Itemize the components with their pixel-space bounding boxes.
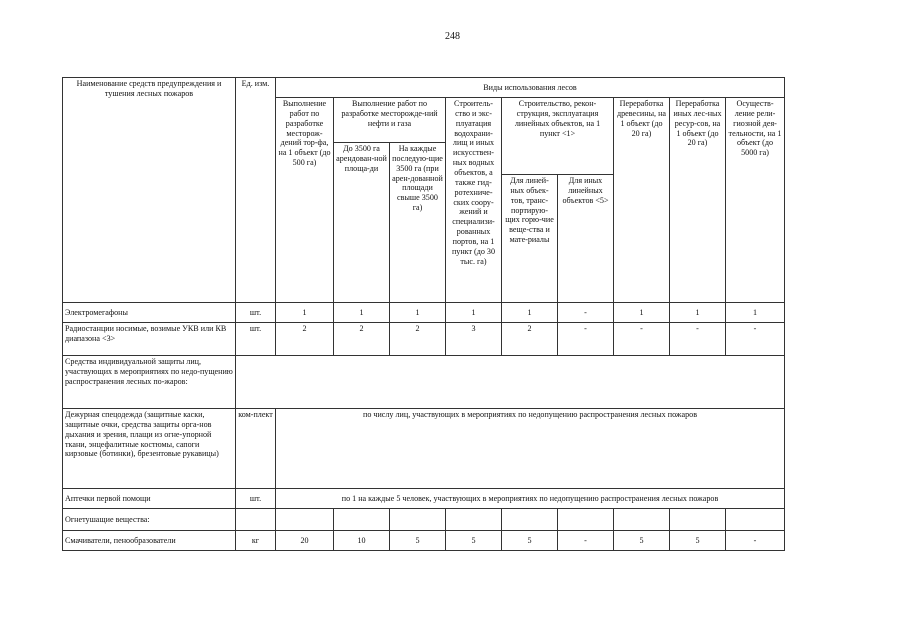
- section-extinguish: Огнетушащие вещества:: [63, 509, 236, 531]
- row-unit: шт.: [236, 489, 276, 509]
- row-value: 1: [726, 303, 785, 323]
- row-value: 1: [390, 303, 446, 323]
- row-value: -: [726, 323, 785, 356]
- row-value: 1: [446, 303, 502, 323]
- row-name: Радиостанции носимые, возимые УКВ или КВ диапазона <3>: [63, 323, 236, 356]
- row-unit: шт.: [236, 303, 276, 323]
- row-unit: шт.: [236, 323, 276, 356]
- row-value: 1: [614, 303, 670, 323]
- table-row: [63, 409, 785, 489]
- row-value: 2: [390, 323, 446, 356]
- row-value: 10: [334, 531, 390, 551]
- section-row: [63, 509, 785, 531]
- row-value: -: [558, 531, 614, 551]
- row-name: Электромегафоны: [63, 303, 236, 323]
- row-value: -: [670, 323, 726, 356]
- row-unit: кг: [236, 531, 276, 551]
- row-value: -: [614, 323, 670, 356]
- header-linear-transport: Для линей-ных объек-тов, транс-портирую-щих горю-чие веще-ства и мате-риалы: [502, 175, 558, 303]
- header-linear-other: Для иных линейных объектов <5>: [558, 175, 614, 303]
- row-value: 1: [334, 303, 390, 323]
- row-value: 3: [446, 323, 502, 356]
- row-value: 20: [276, 531, 334, 551]
- header-unit: Ед. изм.: [236, 78, 276, 303]
- header-other-resources: Переработка иных лес-ных ресур-сов, на 1 объект (до 20 га): [670, 98, 726, 303]
- row-value: 2: [276, 323, 334, 356]
- row-value: 5: [614, 531, 670, 551]
- header-forest-use: Виды использования лесов: [276, 78, 785, 98]
- row-value: -: [558, 323, 614, 356]
- table-row: [63, 323, 785, 356]
- row-value: 1: [276, 303, 334, 323]
- row-merged-value: по числу лиц, участвующих в мероприятиях по недопущению распространения лесных пожаров: [276, 409, 785, 489]
- header-name: Наименование средств предупреждения и тушения лесных пожаров: [63, 78, 236, 303]
- row-value: 2: [334, 323, 390, 356]
- row-value: 1: [502, 303, 558, 323]
- header-water: Строитель-ство и экс-плуатация водохрани-лищ и иных искусствен-ных водных объектов, а также гид-ротехниче-ских соору-жений и специализи-рованных портов, на 1 пункт (до 30 тыс. га): [446, 98, 502, 303]
- row-value: 5: [390, 531, 446, 551]
- row-merged-value: по 1 на каждые 5 человек, участвующих в мероприятиях по недопущению распространения лесных пожаров: [276, 489, 785, 509]
- row-value: -: [726, 531, 785, 551]
- table-row: [63, 531, 785, 551]
- header-linear: Строительство, рекон-струкция, эксплуатация линейных объектов, на 1 пункт <1>: [502, 98, 614, 175]
- row-value: 5: [502, 531, 558, 551]
- page-number: 248: [445, 31, 460, 42]
- header-oil-gas-upto: До 3500 га арендован-ной площа-ди: [334, 143, 390, 303]
- header-religious: Осуществ-ление рели-гиозной дея-тельности, на 1 объект (до 5000 га): [726, 98, 785, 303]
- table-row: [63, 489, 785, 509]
- section-ppe: Средства индивидуальной защиты лиц, участвующих в мероприятиях по недо-пущению распространения лесных по-жаров:: [63, 356, 236, 409]
- empty-cell: [236, 356, 785, 409]
- row-name: Смачиватели, пенообразователи: [63, 531, 236, 551]
- header-wood: Переработка древесины, на 1 объект (до 20 га): [614, 98, 670, 303]
- section-row: [63, 356, 785, 409]
- row-name: Аптечки первой помощи: [63, 489, 236, 509]
- header-oil-gas-each: На каждые последую-щие 3500 га (при арен-дованной площади свыше 3500 га): [390, 143, 446, 303]
- forest-fire-equipment-table: [62, 77, 785, 551]
- row-value: -: [558, 303, 614, 323]
- table-row: [63, 303, 785, 323]
- header-oil-gas: Выполнение работ по разработке месторожде-ний нефти и газа: [334, 98, 446, 143]
- header-peat: Выполнение работ по разработке месторож-дений тор-фа, на 1 объект (до 500 га): [276, 98, 334, 303]
- row-value: 5: [446, 531, 502, 551]
- row-name: Дежурная спецодежда (защитные каски, защитные очки, средства защиты орга-нов дыхания и зрения, плащи из огне-упорной ткани, энцефалитные костюмы, сапоги кирзовые (ботинки), брезентовые рукавицы): [63, 409, 236, 489]
- row-value: 1: [670, 303, 726, 323]
- row-value: 5: [670, 531, 726, 551]
- row-unit: ком-плект: [236, 409, 276, 489]
- row-value: 2: [502, 323, 558, 356]
